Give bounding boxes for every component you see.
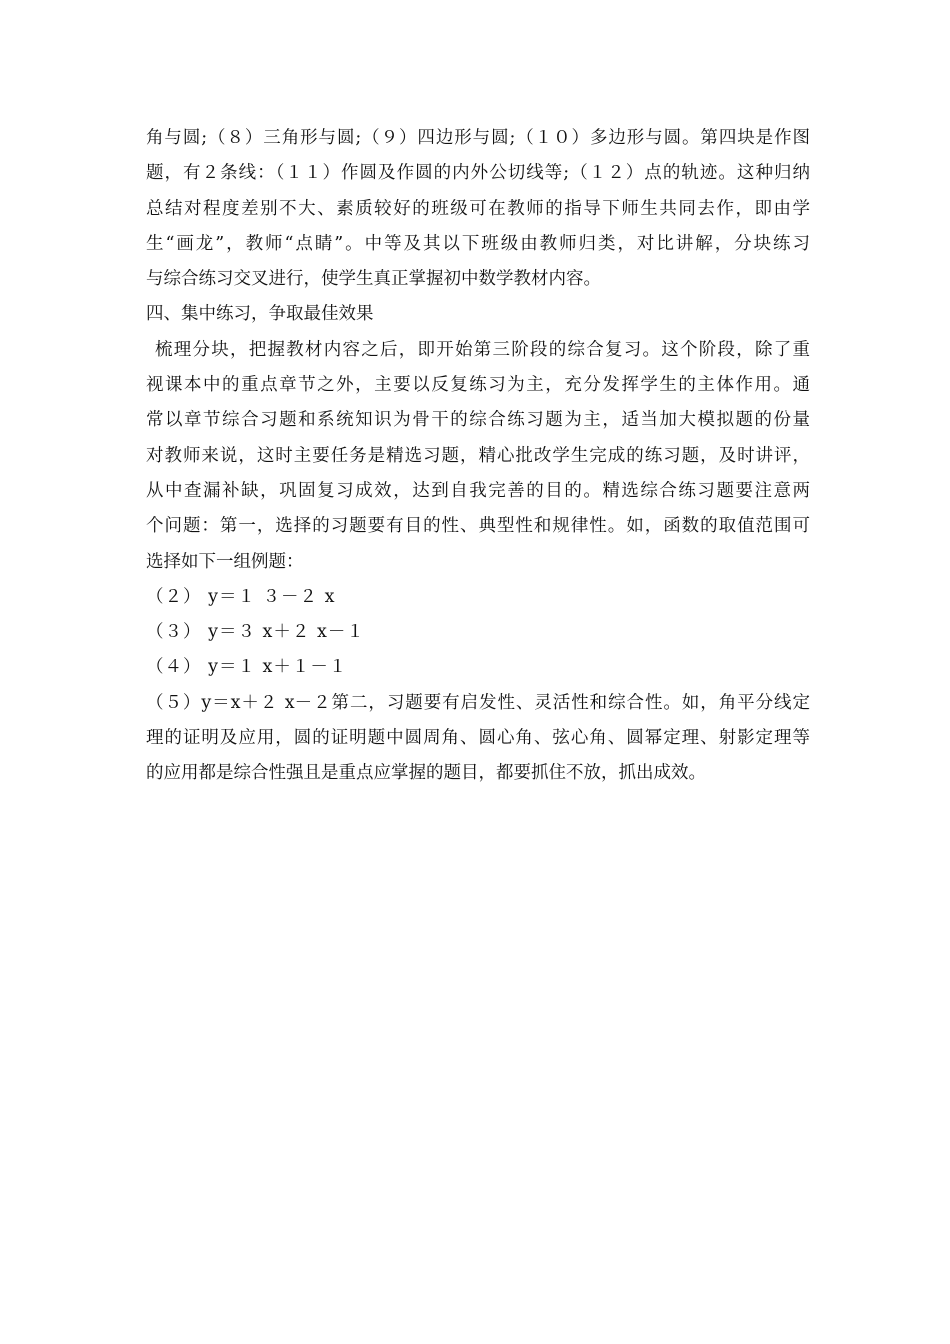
text-line: 理的证明及应用，圆的证明题中圆周角、圆心角、弦心角、圆幂定理、射影定理等 <box>146 728 810 749</box>
text-line: 视课本中的重点章节之外，主要以反复练习为主，充分发挥学生的主体作用。通 <box>146 375 810 396</box>
text-line: 梳理分块，把握教材内容之后，即开始第三阶段的综合复习。这个阶段，除了重 <box>155 339 810 360</box>
text-line: 题，有２条线：（１１）作圆及作圆的内外公切线等;（１２）点的轨迹。这种归纳 <box>146 163 810 184</box>
text-line: 选择如下一组例题： <box>146 551 304 572</box>
text-line: 总结对程度差别不大、素质较好的班级可在教师的指导下师生共同去作，即由学 <box>146 198 810 219</box>
text-line: 生“画龙”，教师“点睛”。中等及其以下班级由教师归类，对比讲解，分块练习 <box>146 233 810 254</box>
text-line: 从中查漏补缺，巩固复习成效，达到自我完善的目的。精选综合练习题要注意两 <box>146 480 810 501</box>
text-line: 的应用都是综合性强且是重点应掌握的题目，都要抓住不放，抓出成效。 <box>146 763 706 784</box>
formula-item: （４） y＝１ x＋１－１ <box>146 657 348 678</box>
text-line: 个问题：第一，选择的习题要有目的性、典型性和规律性。如，函数的取值范围可 <box>146 516 810 537</box>
formula-item: （３） y＝３ x＋２ x－１ <box>146 622 365 643</box>
paragraph-concentrated-practice <box>146 333 810 580</box>
section-heading: 四、集中练习，争取最佳效果 <box>146 304 374 325</box>
text-line: 对教师来说，这时主要任务是精选习题，精心批改学生完成的练习题，及时讲评， <box>146 445 810 466</box>
text-line: 与综合练习交叉进行，使学生真正掌握初中数学教材内容。 <box>146 269 601 290</box>
text-line: 角与圆;（８）三角形与圆;（９）四边形与圆;（１０）多边形与圆。第四块是作图 <box>146 128 810 148</box>
document-body <box>146 121 810 792</box>
paragraph-geometry-blocks <box>146 121 810 297</box>
formula-item: （２） y＝１ ３－２ x <box>146 586 336 607</box>
text-line: 常以章节综合习题和系统知识为骨干的综合练习题为主，适当加大模拟题的份量 <box>146 410 810 431</box>
text-line: （５）y＝x＋２ x－２第二，习题要有启发性、灵活性和综合性。如，角平分线定 <box>146 692 810 713</box>
formula-list <box>146 580 810 686</box>
paragraph-exercise-requirements <box>146 686 810 792</box>
